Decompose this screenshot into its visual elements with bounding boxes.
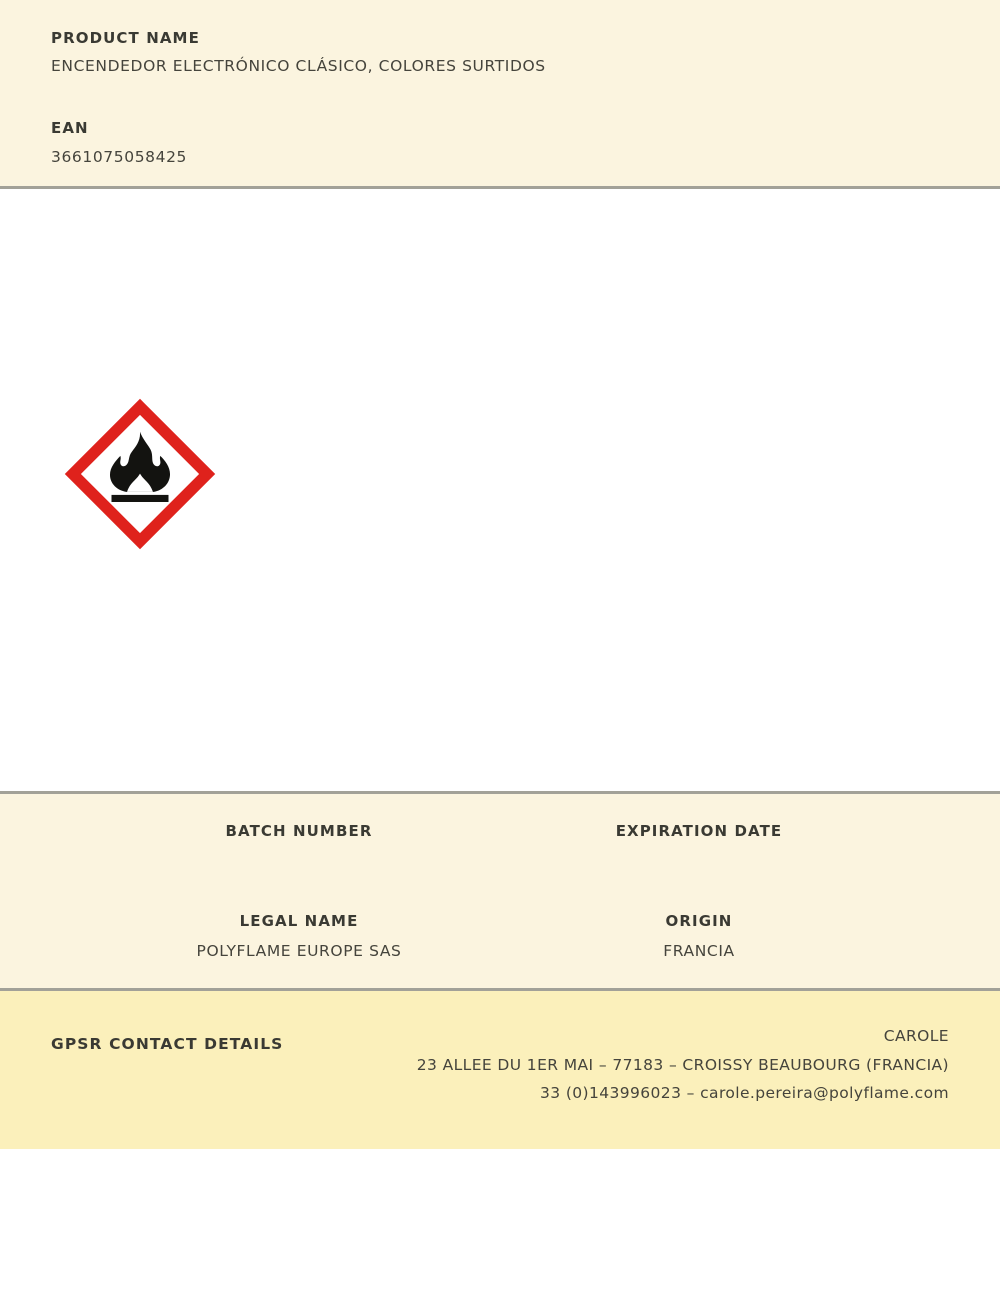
ean-label: EAN (51, 119, 89, 137)
product-info-section (0, 0, 1000, 189)
product-name-label: PRODUCT NAME (51, 29, 200, 47)
gpsr-contact-details-label: GPSR CONTACT DETAILS (51, 1035, 284, 1053)
ghs02-flammable-icon (64, 398, 216, 550)
legal-name-value: POLYFLAME EUROPE SAS (196, 942, 402, 960)
batch-legal-section (0, 791, 1000, 991)
batch-number-label: BATCH NUMBER (225, 822, 373, 840)
hazard-pictogram-image (64, 398, 216, 550)
origin-value: FRANCIA (663, 942, 735, 960)
gpsr-contact-block (417, 1022, 949, 1108)
gpsr-contact-section (0, 991, 1000, 1149)
gpsr-contact-address: 23 ALLEE DU 1ER MAI – 77183 – CROISSY BEAUBOURG (FRANCIA) (416, 1055, 949, 1074)
product-name-value: ENCENDEDOR ELECTRÓNICO CLÁSICO, COLORES SURTIDOS (51, 57, 546, 75)
gpsr-contact-phone-email: 33 (0)143996023 – carole.pereira@polyflame.com (539, 1084, 949, 1102)
legal-name-label: LEGAL NAME (239, 912, 359, 930)
expiration-date-label: EXPIRATION DATE (615, 822, 783, 840)
origin-label: ORIGIN (665, 912, 733, 930)
gpsr-contact-name: CAROLE (883, 1027, 949, 1045)
ean-value: 3661075058425 (51, 148, 188, 166)
